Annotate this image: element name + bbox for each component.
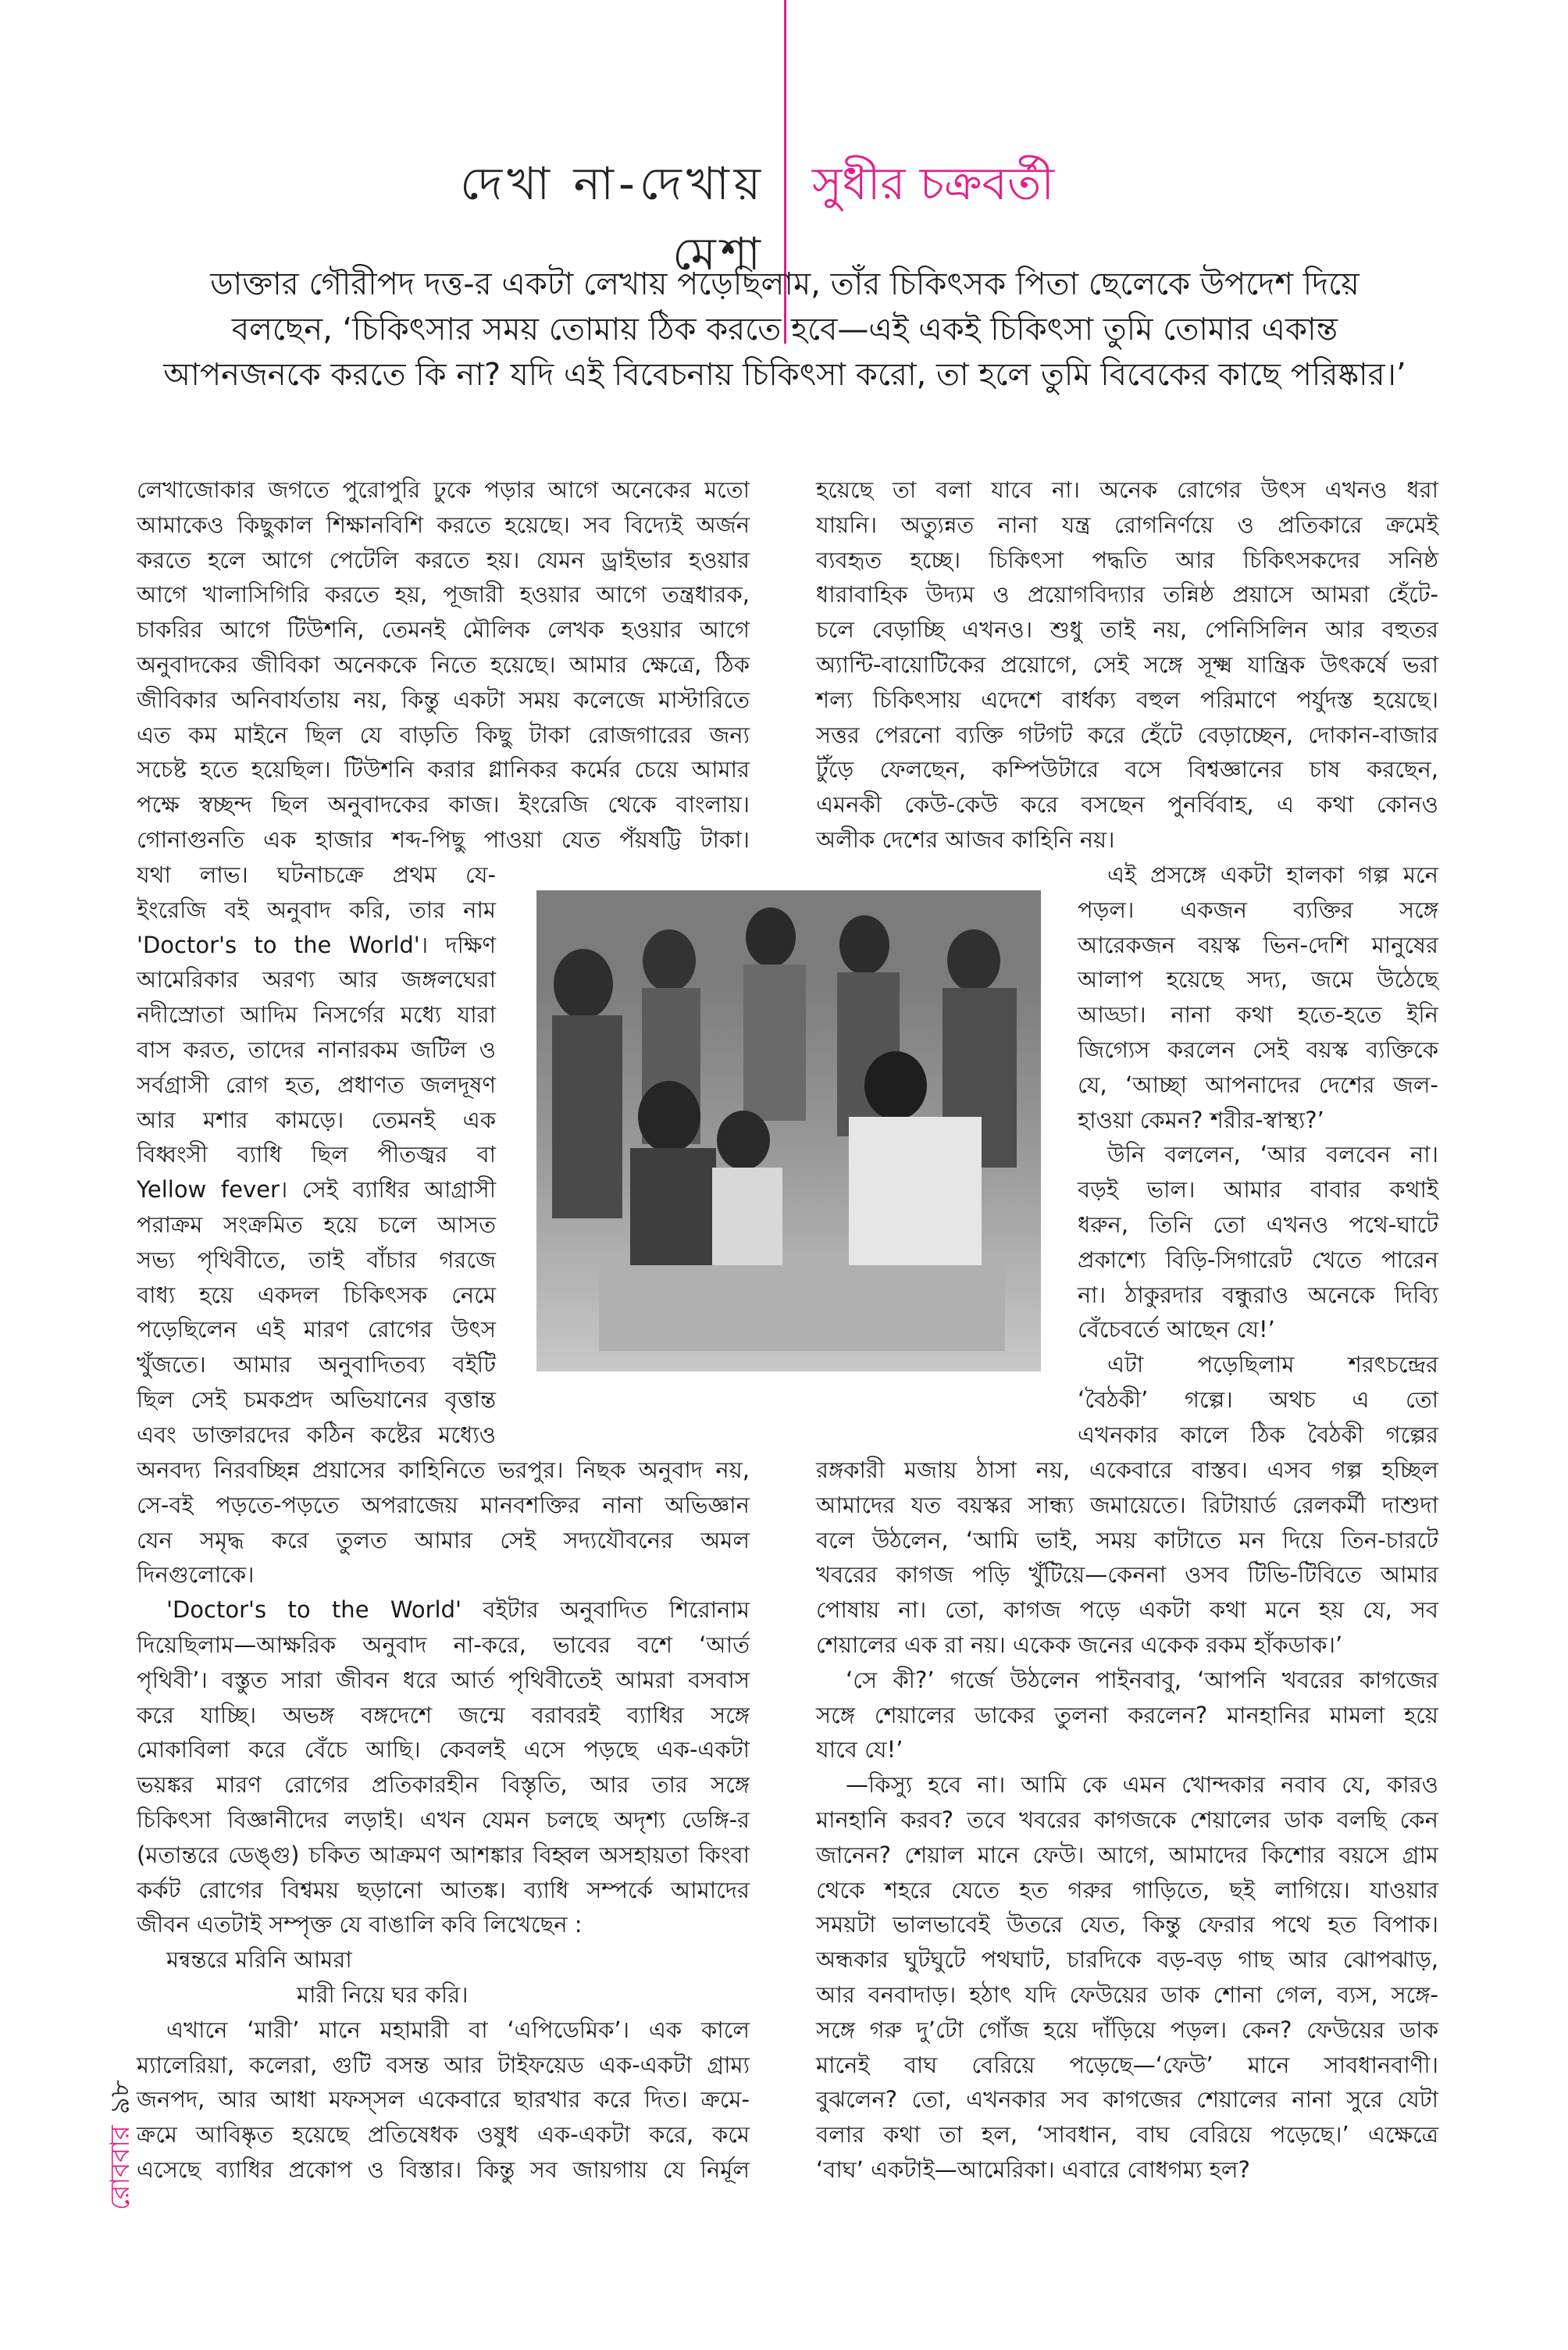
text-line: ধরুন, তিনি তো এখনও পথে-ঘাটে	[1078, 1211, 1438, 1238]
text-line: পড়েছিলেন এই মারণ রোগের উৎস	[137, 1316, 496, 1343]
text-line: থেকে শহরে যেতে হত গরুর গাড়িতে, ছই লাগিয়ে। যাওয়ার	[816, 1876, 1438, 1903]
text-line: ব্যবহৃত হচ্ছে। চিকিৎসা পদ্ধতি আর চিকিৎসকদের সনিষ্ঠ	[816, 546, 1438, 573]
right-column-beside-photo	[1078, 858, 1438, 1453]
text-line: বলে উঠলেন, ‘আমি ভাই, সময় কাটাতে মন দিয়ে তিন-চারটে	[816, 1526, 1438, 1553]
text-line: এসেছে ব্যাধির প্রকোপ ও বিস্তার। কিন্তু সব জায়গায় যে নির্মূল	[137, 2156, 750, 2183]
text-line: সত্তর পেরনো ব্যক্তি গটগট করে হেঁটে বেড়াচ্ছেন, দোকান-বাজার	[816, 721, 1438, 748]
text-line: হয়েছে তা বলা যাবে না। অনেক রোগের উৎস এখনও ধরা	[816, 476, 1438, 503]
text-line: যেন সমৃদ্ধ করে তুলত আমার সেই সদ্যযৌবনের অমল	[137, 1526, 750, 1553]
text-line: —কিস্যু হবে না। আমি কে এমন খোন্দকার নবাব যে, কারও	[846, 1771, 1438, 1799]
text-line: ইংরেজি বই অনুবাদ করি, তার নাম	[137, 896, 496, 923]
pull-quote-line: ডাক্তার গৌরীপদ দত্ত-র একটা লেখায় পড়েছিলাম, তাঁর চিকিৎসক পিতা ছেলেকে উপদেশ দিয়ে	[210, 266, 1360, 302]
pull-quote-line: বলছেন, ‘চিকিৎসার সময় তোমায় ঠিক করতে হবে—এই একই চিকিৎসা তুমি তোমার একান্ত	[231, 312, 1338, 348]
text-line: ‘সে কী?’ গর্জে উঠলেন পাইনবাবু, ‘আপনি খবরের কাগজের	[846, 1666, 1438, 1693]
text-line: খবরের কাগজ পড়ি খুঁটিয়ে—কেননা ওসব টিভি-টিবিতে আমার	[816, 1561, 1438, 1589]
text-line: সচেষ্ট হতে হয়েছিল। টিউশনি করার গ্লানিকর কর্মের চেয়ে আমার	[137, 756, 750, 783]
text-line: অ্যান্টি-বায়োটিকের প্রয়োগে, সেই সঙ্গে সূক্ষ্ম যান্ত্রিক উৎকর্ষে ভরা	[816, 651, 1438, 678]
magazine-name: রোববার	[105, 2125, 136, 2210]
text-line: এখনকার কালে ঠিক বৈঠকী গল্পের	[1078, 1421, 1438, 1448]
text-line: জানেন? শেয়াল মানে ফেউ। আগে, আমাদের কিশোর বয়সে গ্রাম	[816, 1841, 1438, 1868]
text-line: ক্রমে আবিষ্কৃত হয়েছে প্রতিষেধক ওষুধ এক-একটা করে, কমে	[137, 2121, 750, 2149]
text-line: যে, ‘আচ্ছা আপনাদের দেশের জল-	[1078, 1071, 1438, 1098]
text-line: এত কম মাইনে ছিল যে বাড়তি কিছু টাকা রোজগারের জন্য	[137, 721, 750, 748]
text-line: পক্ষে স্বচ্ছন্দ ছিল অনুবাদকের কাজ। ইংরেজি থেকে বাংলায়।	[137, 791, 750, 818]
left-column-top	[137, 472, 750, 858]
pull-quote-line: আপনজনকে করতে কি না? যদি এই বিবেচনায় চিকিৎসা করো, তা হলে তুমি বিবেকের কাছে পরিষ্কার।’	[163, 357, 1406, 393]
text-line: 'Doctor's to the World'। দক্ষিণ	[137, 931, 496, 958]
right-column-bottom	[816, 1453, 1438, 2188]
text-line: আড্ডা। নানা কথা হতে-হতে ইনি	[1078, 1001, 1438, 1029]
text-line: ‘বাঘ’ একটাই—আমেরিকা। এবারে বোধগম্য হল?	[816, 2156, 1250, 2183]
text-line: করতে হলে আগে পেটেলি করতে হয়। যেমন ড্রাইভার হওয়ার	[137, 546, 750, 573]
text-line: মানহানি করব? তবে খবরের কাগজকে শেয়ালের ডাক বলছি কেন	[816, 1806, 1438, 1833]
text-line: অনবদ্য নিরবচ্ছিন্ন প্রয়াসের কাহিনিতে ভরপুর। নিছক অনুবাদ নয়,	[137, 1457, 750, 1483]
text-line: বলার কথা তা হল, ‘সাবধান, বাঘ বেরিয়ে পড়েছে।’ এক্ষেত্রে	[816, 2121, 1438, 2149]
left-column-beside-photo	[137, 858, 496, 1453]
text-line: যথা লাভ। ঘটনাচক্রে প্রথম যে-	[137, 861, 496, 888]
text-line: ‘বৈঠকী’ গল্পে। অথচ এ তো	[1078, 1385, 1438, 1413]
text-line: এই প্রসঙ্গে একটা হালকা গল্প মনে	[1107, 861, 1438, 888]
poem-line: মন্বন্তরে মরিনি আমরা	[166, 1946, 352, 1974]
text-line: হাওয়া কেমন? শরীর-স্বাস্থ্য?’	[1078, 1106, 1324, 1133]
text-line: সে-বই পড়তে-পড়তে অপরাজেয় মানবশক্তির নানা অভিজ্ঞান	[137, 1491, 750, 1518]
text-line: বাধ্য হয়ে একদল চিকিৎসক নেমে	[137, 1281, 496, 1308]
text-line: জনপদ, আর আধা মফস্সল একেবারে ছারখার করে দিত। ক্রমে-	[137, 2086, 750, 2113]
text-line: আমাকেও কিছুকাল শিক্ষানবিশি করতে হয়েছে। সব বিদ্যেই অর্জন	[137, 511, 750, 538]
text-line: করে যাচ্ছি। অভঙ্গ বঙ্গদেশে জন্মে বরাবরই ব্যাধির সঙ্গে	[137, 1701, 750, 1728]
text-line: লেখাজোকার জগতে পুরোপুরি ঢুকে পড়ার আগে অনেকের মতো	[137, 476, 750, 503]
text-line: 'Doctor's to the World' বইটার অনুবাদিত শিরোনাম	[166, 1596, 750, 1624]
author-name: সুধীর চক্রবর্তী	[812, 157, 1054, 210]
text-line: কর্কট রোগের বিশ্বময় ছড়ানো আতঙ্ক। ব্যাধি সম্পর্কে আমাদের	[137, 1876, 750, 1903]
pull-quote	[133, 262, 1437, 398]
text-line: সর্বগ্রাসী রোগ হত, প্রধাণত জলদূষণ	[137, 1071, 496, 1098]
text-line: পড়ল। একজন ব্যক্তির সঙ্গে	[1078, 896, 1438, 923]
text-line: নদীস্রোতা আদিম নিসর্গের মধ্যে যারা	[137, 1001, 496, 1029]
text-line: দিনগুলোকে।	[137, 1561, 255, 1589]
text-line: বেঁচেবর্তে আছেন যে!’	[1078, 1316, 1275, 1343]
text-line: সঙ্গে শেয়ালের ডাকের তুলনা করলেন? মানহানির মামলা হয়ে	[816, 1701, 1438, 1728]
text-line: জিগ্যেস করলেন সেই বয়স্ক ব্যক্তিকে	[1078, 1036, 1438, 1063]
text-line: আর মশার কামড়ে। তেমনই এক	[137, 1106, 496, 1133]
text-line: ভয়ঙ্কর মারণ রোগের প্রতিকারহীন বিস্তৃতি, আর তার সঙ্গে	[137, 1771, 750, 1799]
text-line: আর বনবাদাড়। হঠাৎ যদি ফেউয়ের ডাক শোনা গেল, ব্যস, সঙ্গে-	[816, 1981, 1438, 2008]
text-line: এবং ডাক্তারদের কঠিন কষ্টের মধ্যেও	[137, 1421, 496, 1448]
text-line: পৃথিবী’। বস্তুত সারা জীবন ধরে আর্ত পৃথিবীতেই আমরা বসবাস	[137, 1666, 750, 1693]
text-line: চাকরির আগে টিউশনি, তেমনই মৌলিক লেখক হওয়ার আগে	[137, 616, 750, 644]
page-number: ৯৮	[105, 2080, 136, 2115]
text-line: বুঝলেন? তো, এখনকার সব কাগজের শেয়ালের নানা সুরে যেটা	[816, 2086, 1438, 2113]
text-line: মোকাবিলা করে বেঁচে আছি। কেবলই এসে পড়ছে এক-একটা	[137, 1736, 750, 1763]
text-line: আমেরিকার অরণ্য আর জঙ্গলঘেরা	[137, 966, 496, 993]
text-line: এখানে ‘মারী’ মানে মহামারী বা ‘এপিডেমিক’। এক কালে	[166, 2016, 750, 2043]
text-line: টুঁড়ে ফেলছেন, কম্পিউটারে বসে বিশ্বজ্ঞানের চাষ করছেন,	[816, 756, 1438, 783]
text-line: আগে খালাসিগিরি করতে হয়, পূজারী হওয়ার আগে তন্ত্রধারক,	[137, 581, 750, 608]
text-line: অনুবাদকের জীবিকা অনেককে নিতে হয়েছে। আমার ক্ষেত্রে, ঠিক	[137, 651, 750, 678]
text-line: অলীক দেশের আজব কাহিনি নয়।	[816, 826, 1115, 853]
text-line: এটা পড়েছিলাম শরৎচন্দ্রের	[1107, 1351, 1438, 1378]
text-line: বাস করত, তাদের নানারকম জটিল ও	[137, 1036, 496, 1063]
text-line: উনি বললেন, ‘আর বলবেন না।	[1107, 1141, 1438, 1168]
text-line: Yellow fever। সেই ব্যাধির আগ্রাসী	[137, 1176, 496, 1204]
text-line: চলে বেড়াচ্ছি এখনও। শুধু তাই নয়, পেনিসিলিন আর বহুতর	[816, 616, 1438, 644]
text-line: যায়নি। অত্যুন্নত নানা যন্ত্র রোগনির্ণয়ে ও প্রতিকারে ক্রমেই	[816, 511, 1438, 538]
text-line: প্রকাশ্যে বিড়ি-সিগারেট খেতে পারেন	[1078, 1246, 1438, 1273]
text-line: জীবন এতটাই সম্পৃক্ত যে বাঙালি কবি লিখেছেন :	[137, 1911, 583, 1938]
text-line: শল্য চিকিৎসায় এদেশে বার্ধক্য বহুল পরিমাণে পর্যুদস্ত হয়েছে।	[816, 686, 1438, 713]
text-line: বড়ই ভাল। আমার বাবার কথাই	[1078, 1176, 1438, 1204]
text-line: আমাদের যত বয়স্কর সান্ধ্য জমায়েতে। রিটায়ার্ড রেলকর্মী দাশুদা	[816, 1491, 1438, 1518]
text-line: না। ঠাকুরদার বন্ধুরাও অনেকে দিব্যি	[1078, 1281, 1438, 1308]
article-photo	[536, 890, 1041, 1371]
poem-line: মারী নিয়ে ঘর করি।	[297, 1981, 469, 2008]
text-line: শেয়ালের এক রা নয়। একেক জনের একেক রকম হাঁকডাক।’	[816, 1631, 1343, 1658]
text-line: ম্যালেরিয়া, কলেরা, গুটি বসন্ত আর টাইফয়েড এক-একটা গ্রাম্য	[137, 2051, 750, 2078]
text-line: পোষায় না। তো, কাগজ পড়ে একটা কথা মনে হয় যে, সব	[816, 1596, 1438, 1624]
text-line: গোনাগুনতি এক হাজার শব্দ-পিছু পাওয়া যেত পঁয়ষট্টি টাকা।	[137, 826, 750, 853]
text-line: খুঁজতে। আমার অনুবাদিতব্য বইটি	[137, 1351, 496, 1378]
text-line: চিকিৎসা বিজ্ঞানীদের লড়াই। এখন যেমন চলছে অদৃশ্য ডেঙ্গি-র	[137, 1806, 750, 1833]
text-line: সময়টা ভালভাবেই উতরে যেত, কিন্তু ফেরার পথে হত বিপাক।	[816, 1911, 1438, 1938]
text-line: রঙ্গকারী মজায় ঠাসা নয়, একেবারে বাস্তব। এসব গল্প হচ্ছিল	[816, 1457, 1438, 1483]
text-line: (মতান্তরে ডেঙ্গু) চকিত আক্রমণ আশঙ্কার বিহ্বল অসহায়তা কিংবা	[137, 1841, 750, 1868]
page-folio	[100, 2080, 144, 2210]
text-line: ছিল সেই চমকপ্রদ অভিযানের বৃত্তান্ত	[137, 1385, 496, 1413]
text-line: ধারাবাহিক উদ্যম ও প্রয়োগবিদ্যার তন্নিষ্ঠ প্রয়াসে আমরা হেঁটে-	[816, 581, 1438, 608]
text-line: যাবে যে!’	[816, 1736, 903, 1763]
text-line: আলাপ হয়েছে সদ্য, জমে উঠেছে	[1078, 966, 1438, 993]
text-line: জীবিকার অনিবার্যতায় নয়, কিন্তু একটা সময় কলেজে মাস্টারিতে	[137, 686, 750, 713]
text-line: আরেকজন বয়স্ক ভিন-দেশি মানুষের	[1078, 931, 1438, 958]
left-column-bottom	[137, 1453, 750, 2188]
text-line: অন্ধকার ঘুটঘুটে পথঘাট, চারদিকে বড়-বড় গাছ আর ঝোপঝাড়,	[816, 1946, 1438, 1974]
text-line: সঙ্গে গরু দু’টো গোঁজ হয়ে দাঁড়িয়ে পড়ল। কেন? ফেউয়ের ডাক	[816, 2016, 1438, 2043]
article-title: দেখা না-দেখায় মেশা	[460, 157, 765, 280]
text-line: এমনকী কেউ-কেউ করে বসছেন পুনর্বিবাহ, এ কথা কোনও	[816, 791, 1438, 818]
text-line: পরাক্রম সংক্রমিত হয়ে চলে আসত	[137, 1211, 496, 1238]
photo-doctor-examining-child	[536, 890, 1041, 1371]
text-line: মানেই বাঘ বেরিয়ে পড়েছে—‘ফেউ’ মানে সাবধানবাণী।	[816, 2051, 1438, 2078]
right-column-top	[816, 472, 1438, 858]
text-line: দিয়েছিলাম—আক্ষরিক অনুবাদ না-করে, ভাবের বশে ‘আর্ত	[137, 1631, 750, 1658]
text-line: সভ্য পৃথিবীতে, তাই বাঁচার গরজে	[137, 1246, 496, 1273]
text-line: বিধ্বংসী ব্যাধি ছিল পীতজ্বর বা	[137, 1141, 496, 1168]
